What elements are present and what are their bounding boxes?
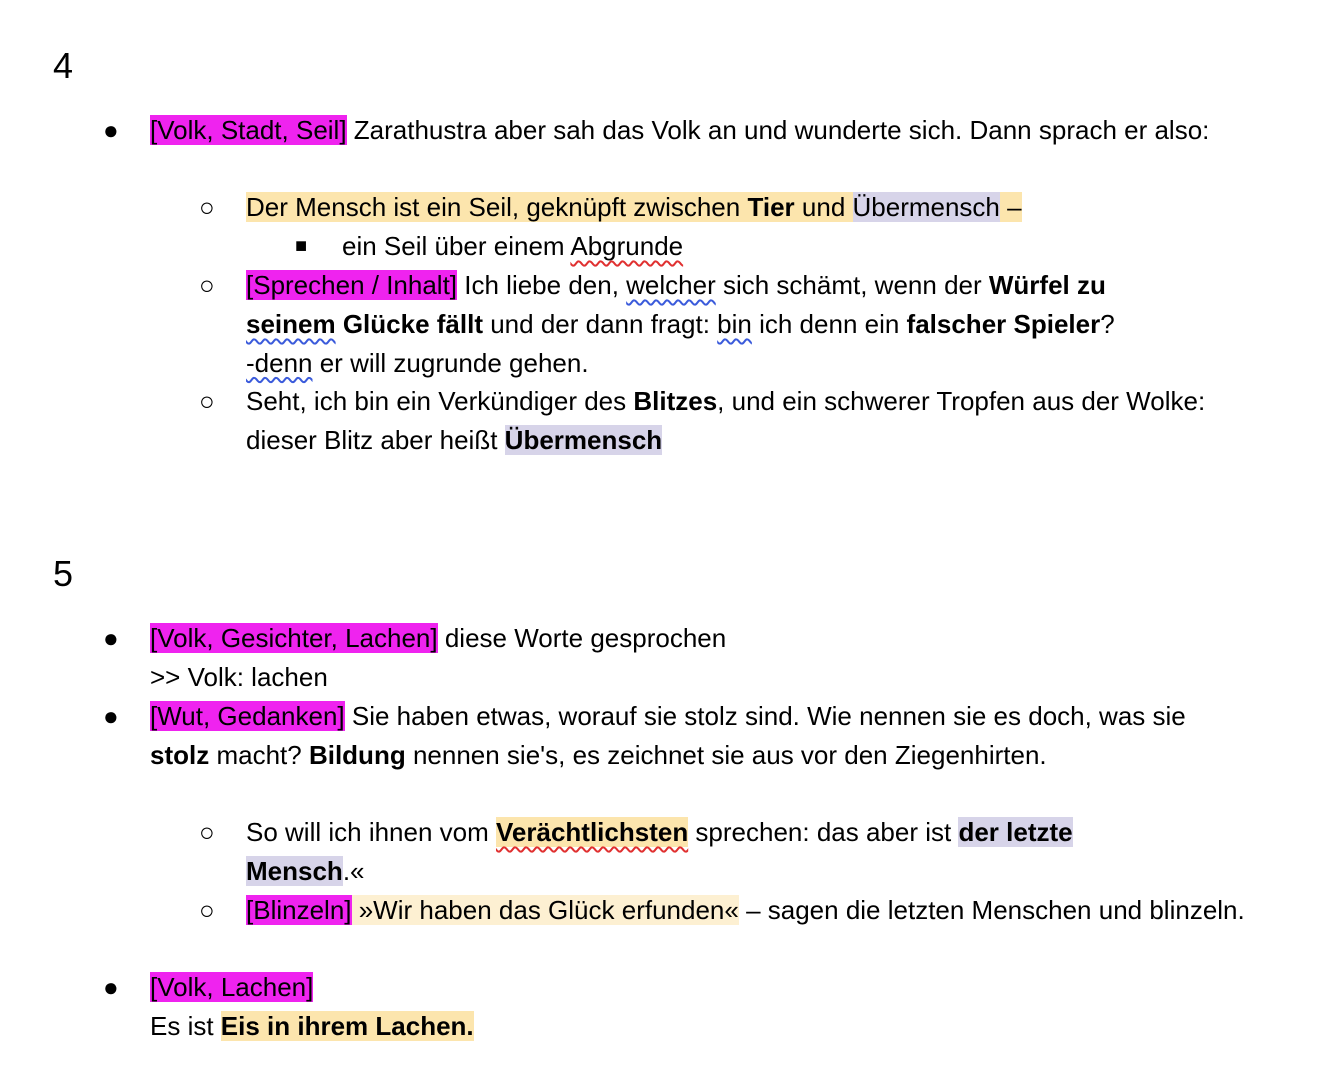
topic-tag: [Blinzeln]: [246, 895, 352, 925]
topic-tag: [Volk, Stadt, Seil]: [150, 115, 347, 145]
bold-text: Bildung: [308, 739, 406, 770]
topic-tag: [Volk, Gesichter, Lachen]: [150, 623, 438, 653]
item-text: Zarathustra aber sah das Volk an und wunderte sich. Dann sprach er also:: [346, 115, 1210, 145]
highlight-purple: Mensch: [246, 855, 343, 886]
grammar-flag[interactable]: bin: [717, 308, 752, 339]
grammar-flag[interactable]: welcher: [626, 270, 716, 300]
highlight-purple: Übermensch: [504, 424, 663, 455]
list-item[interactable]: [Blinzeln] »Wir haben das Glück erfunden« – sagen die letzten Menschen und blinzeln.: [246, 895, 1245, 925]
section-heading: 5: [53, 553, 74, 594]
bold-text: Blitzes: [633, 386, 718, 416]
highlight-yellow: Der Mensch ist ein Seil, geknüpft zwischen Tier und: [246, 192, 853, 222]
bullet-circle-icon: ○: [199, 817, 215, 847]
spelling-flag[interactable]: Abgrunde: [570, 231, 684, 261]
highlight-yellow: –: [999, 192, 1022, 222]
bullet-circle-icon: ○: [199, 386, 215, 416]
list-item[interactable]: So will ich ihnen vom Verächtlichsten sprechen: das aber ist der letzte Mensch.«: [246, 817, 1073, 886]
section-heading: 4: [53, 45, 74, 86]
list-item[interactable]: Seht, ich bin ein Verkündiger des Blitzes, und ein schwerer Tropfen aus der Wolke: dieser Blitz aber heißt Übermensch: [246, 386, 1206, 455]
highlight-yellow[interactable]: Verächtlichsten: [496, 817, 689, 847]
bold-text: falscher Spieler: [906, 308, 1101, 339]
bold-text: Tier: [747, 192, 795, 222]
list-item[interactable]: [246, 188, 1276, 227]
highlight-purple: der letzte: [958, 817, 1073, 847]
topic-tag: [Sprechen / Inhalt]: [246, 270, 458, 300]
bold-text: stolz: [150, 739, 210, 770]
bullet-disc-icon: ●: [103, 623, 119, 653]
topic-tag: [Wut, Gedanken]: [150, 701, 345, 731]
topic-tag: [Volk, Lachen]: [150, 972, 314, 1002]
bullet-disc-icon: ●: [103, 701, 119, 731]
list-item[interactable]: [150, 111, 1260, 150]
list-item[interactable]: [Volk, Gesichter, Lachen] diese Worte gesprochen >> Volk: lachen: [150, 623, 727, 692]
list-item[interactable]: [Volk, Lachen] Es ist Eis in ihrem Lachen.: [150, 972, 474, 1041]
list-item[interactable]: [Sprechen / Inhalt] Ich liebe den, welcher sich schämt, wenn der Würfel zu seinem Glücke fällt und der dann fragt: bin ich denn ein falscher Spieler? -denn er will zugrunde gehen.: [246, 270, 1115, 378]
bullet-circle-icon: ○: [199, 895, 215, 925]
grammar-flag[interactable]: seinem: [246, 308, 336, 339]
list-item[interactable]: ein Seil über einem Abgrunde: [342, 231, 684, 261]
bullet-circle-icon: ○: [199, 192, 215, 222]
bullet-disc-icon: ●: [103, 972, 119, 1002]
highlight-light-yellow: »Wir haben das Glück erfunden«: [351, 895, 739, 925]
bullet-circle-icon: ○: [199, 270, 215, 300]
bullet-square-icon: ■: [295, 235, 308, 257]
bullet-disc-icon: ●: [103, 115, 119, 145]
highlight-purple: Übermensch: [852, 192, 1000, 222]
bold-text: Glücke fällt: [335, 308, 483, 339]
highlight-yellow: Eis in ihrem Lachen.: [220, 1010, 474, 1041]
bold-text: Würfel zu: [988, 270, 1106, 300]
list-item[interactable]: [Wut, Gedanken] Sie haben etwas, worauf sie stolz sind. Wie nennen sie es doch, was sie stolz macht? Bildung nennen sie's, es zeichnet sie aus vor den Ziegenhirten.: [150, 701, 1186, 770]
grammar-flag[interactable]: -denn: [246, 347, 313, 378]
